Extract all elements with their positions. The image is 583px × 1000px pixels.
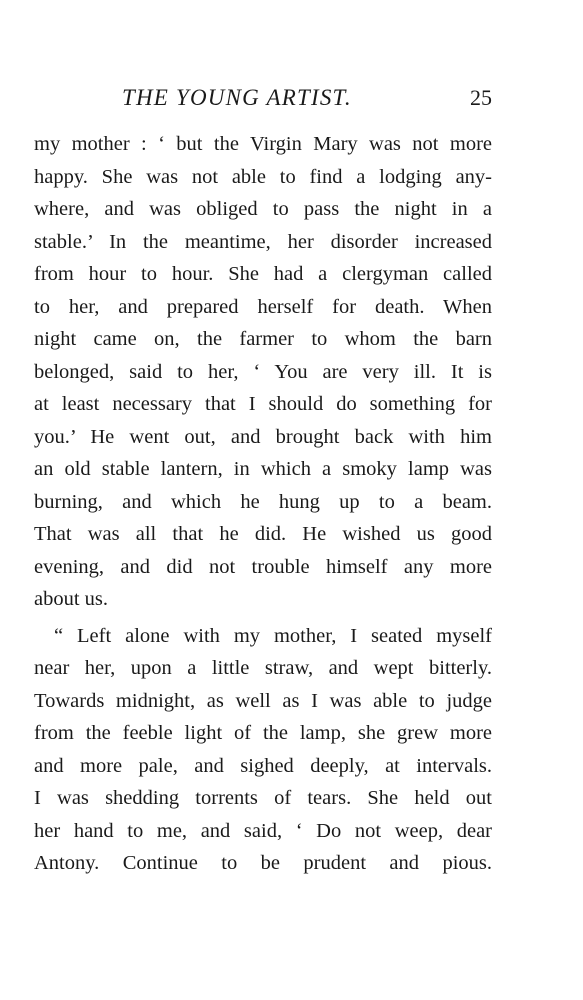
body-text [34,128,492,880]
text-line: Towards midnight, as well as I was able to judge [34,689,492,712]
text-line: Antony. Continue to be prudent and pious. [34,852,492,874]
running-header [34,80,492,116]
page-number: 25 [470,85,492,110]
text-line: an old stable lantern, in which a smoky lamp was [34,458,492,480]
text-line: from the feeble light of the lamp, she grew more [34,722,492,744]
paragraph-1 [34,128,492,616]
text-line: evening, and did not trouble himself any more [34,555,492,578]
text-line: about us. [34,588,109,610]
text-line: her hand to me, and said, ‘ Do not weep, dear [34,819,492,842]
text-line: near her, upon a little straw, and wept bitterly. [34,657,492,679]
text-line: my mother : ‘ but the Virgin Mary was not more [34,133,492,155]
text-line: “ Left alone with my mother, I seated myself [54,624,492,647]
text-line: I was shedding torrents of tears. She held out [34,787,492,809]
text-line: stable.’ In the meantime, her disorder increased [34,230,492,253]
text-line: to her, and prepared herself for death. When [34,295,492,318]
text-line: and more pale, and sighed deeply, at intervals. [34,754,492,777]
running-title: THE YOUNG ARTIST. [122,85,352,110]
text-line: burning, and which he hung up to a beam. [34,490,492,513]
paragraph-2 [34,620,492,880]
text-line: at least necessary that I should do something for [34,393,492,415]
text-line: happy. She was not able to find a lodging any- [34,165,492,188]
text-line: where, and was obliged to pass the night in a [34,198,492,220]
text-line: night came on, the farmer to whom the barn [34,328,492,350]
text-line: from hour to hour. She had a clergyman called [34,263,492,285]
text-line: belonged, said to her, ‘ You are very ill. It is [34,360,492,383]
text-line: That was all that he did. He wished us good [34,523,492,545]
text-line: you.’ He went out, and brought back with him [34,425,492,448]
